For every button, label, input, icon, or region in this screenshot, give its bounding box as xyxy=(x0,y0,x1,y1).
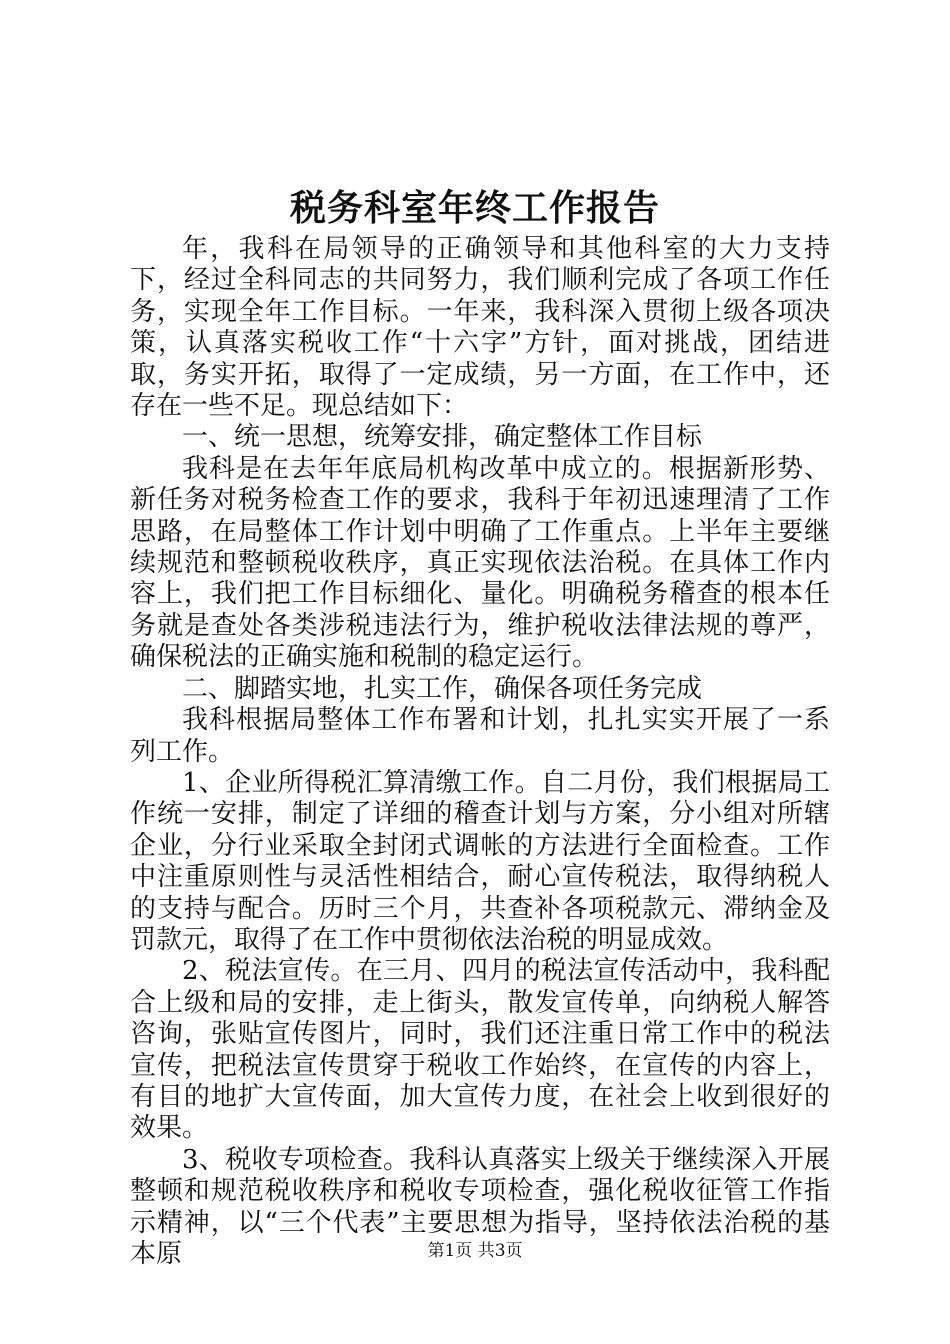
paragraph-item-2: 2、税法宣传。在三月、四月的税法宣传活动中，我科配合上级和局的安排，走上街头，散发宣传单，向纳税人解答咨询，张贴宣传图片，同时，我们还注重日常工作中的税法宣传，把税法宣传贯穿于税收工作始终，在宣传的内容上，有目的地扩大宣传面，加大宣传力度，在社会上收到很好的效果。 xyxy=(130,956,830,1144)
section-heading-2: 二、脚踏实地，扎实工作，确保各项任务完成 xyxy=(182,673,703,704)
paragraph-section-1: 我科是在去年年底局机构改革中成立的。根据新形势、新任务对税务检查工作的要求，我科于年初迅速理清了工作思路，在局整体工作计划中明确了工作重点。上半年主要继续规范和整顿税收秩序，真正实现依法治税。在具体工作内容上，我们把工作目标细化、量化。明确税务稽查的根本任务就是查处各类涉税违法行为，维护税收法律法规的尊严，确保税法的正确实施和税制的稳定运行。 xyxy=(130,453,830,673)
document-body xyxy=(130,234,830,1270)
paragraph-item-3: 3、税收专项检查。我科认真落实上级关于继续深入开展整顿和规范税收秩序和税收专项检查，强化税收征管工作指示精神，以“三个代表”主要思想为指导，坚持依法治税的基本原 xyxy=(130,1144,830,1269)
paragraph-section-2-intro: 我科根据局整体工作布署和计划，扎扎实实开展了一系列工作。 xyxy=(130,705,830,767)
paragraph-intro: 年，我科在局领导的正确领导和其他科室的大力支持下，经过全科同志的共同努力，我们顺利完成了各项工作任务，实现全年工作目标。一年来，我科深入贯彻上级各项决策，认真落实税收工作“十六字”方针，面对挑战，团结进取，务实开拓，取得了一定成绩，另一方面，在工作中，还存在一些不足。现总结如下： xyxy=(130,234,830,422)
section-heading-1: 一、统一思想，统筹安排，确定整体工作目标 xyxy=(182,422,703,453)
document-title: 税务科室年终工作报告 xyxy=(289,187,660,229)
paragraph-item-1: 1、企业所得税汇算清缴工作。自二月份，我们根据局工作统一安排，制定了详细的稽查计划与方案，分小组对所辖企业，分行业采取全封闭式调帐的方法进行全面检查。工作中注重原则性与灵活性相结合，耐心宣传税法，取得纳税人的支持与配合。历时三个月，共查补各项税款元、滞纳金及罚款元，取得了在工作中贯彻依法治税的明显成效。 xyxy=(130,767,830,955)
page-number-footer: 第1页 共3页 xyxy=(427,1241,523,1261)
